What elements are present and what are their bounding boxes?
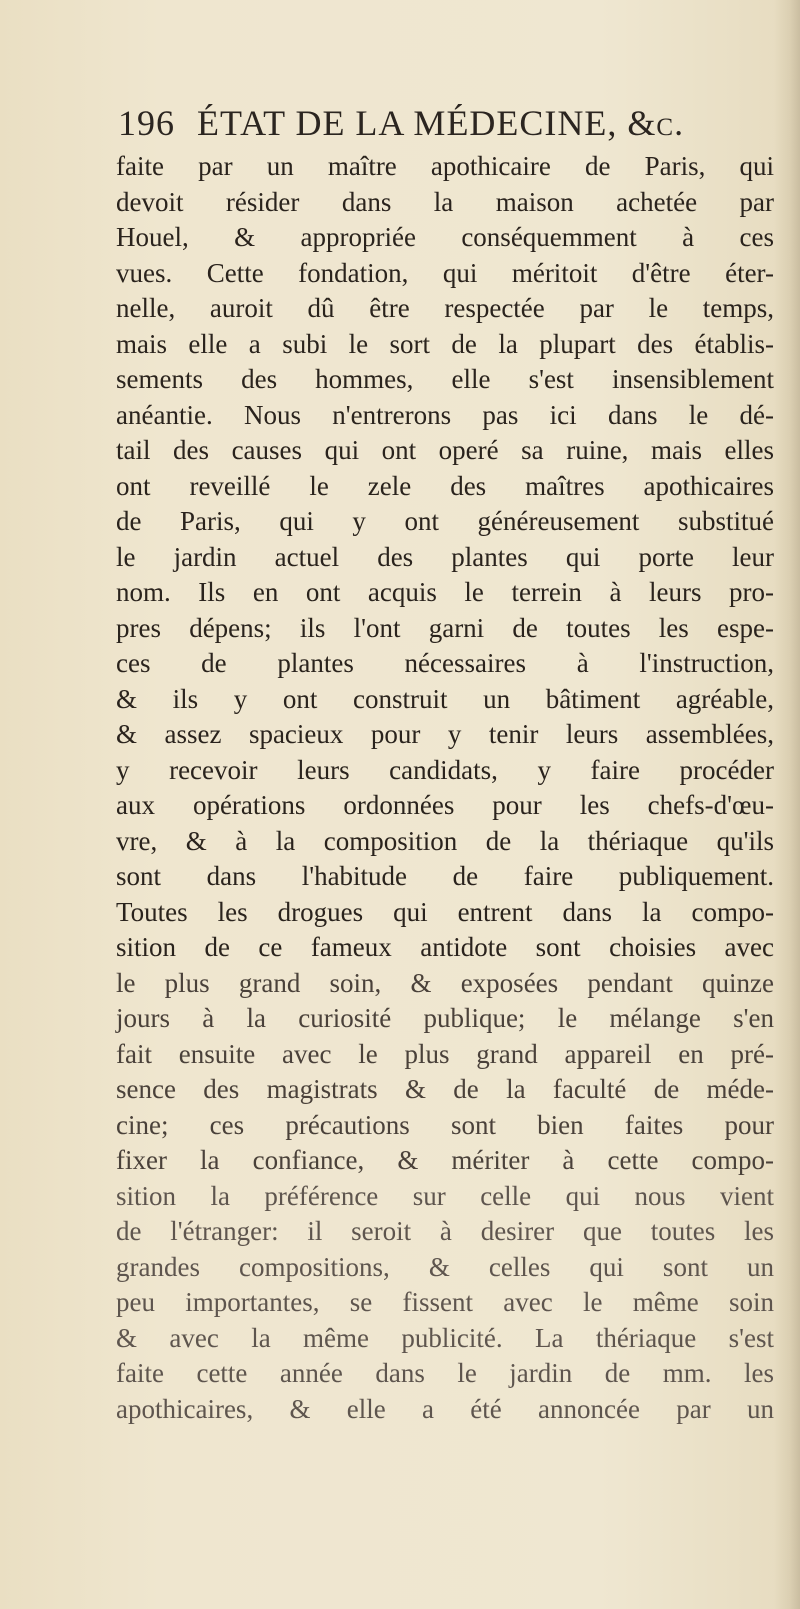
- page-number: 196: [118, 103, 175, 143]
- text-line: devoit résider dans la maison achetée par: [116, 186, 774, 217]
- text-line: peu importantes, se fissent avec le même soin: [116, 1287, 774, 1317]
- body-text: [116, 149, 774, 1427]
- text-line: fixer la confiance, & mériter à cette compo-: [116, 1145, 774, 1175]
- text-line: y recevoir leurs candidats, y faire procéder: [116, 754, 774, 785]
- running-title: ÉTAT DE LA MÉDECINE, &c.: [197, 103, 685, 143]
- page-edge-shadow: [774, 0, 800, 1609]
- text-line: apothicaires, & elle a été annoncée par un: [116, 1393, 774, 1424]
- text-line: sont dans l'habitude de faire publiquement.: [116, 861, 774, 891]
- text-line: de Paris, qui y ont généreusement substitué: [116, 506, 774, 536]
- text-line: ces de plantes nécessaires à l'instruction,: [116, 648, 774, 678]
- text-line: de l'étranger: il seroit à desirer que toutes les: [116, 1216, 774, 1246]
- text-line: & avec la même publicité. La thériaque s'est: [116, 1322, 774, 1353]
- text-line: ont reveillé le zele des maîtres apothicaires: [116, 470, 774, 501]
- text-line: le plus grand soin, & exposées pendant quinze: [116, 967, 774, 998]
- text-line: mais elle a subi le sort de la plupart des établis-: [116, 328, 774, 359]
- text-line: sition la préférence sur celle qui nous vient: [116, 1180, 774, 1211]
- text-line: faite cette année dans le jardin de mm. les: [116, 1358, 774, 1388]
- text-line: cine; ces précautions sont bien faites pour: [116, 1109, 774, 1140]
- text-line: nelle, auroit dû être respectée par le temps,: [116, 293, 774, 323]
- text-line: faite par un maître apothicaire de Paris, qui: [116, 151, 774, 181]
- text-line: Houel, & appropriée conséquemment à ces: [116, 222, 774, 252]
- text-line: nom. Ils en ont acquis le terrein à leurs pro-: [116, 577, 774, 607]
- text-line: Toutes les drogues qui entrent dans la compo-: [116, 896, 774, 927]
- text-line: le jardin actuel des plantes qui porte leur: [116, 541, 774, 572]
- text-line: vues. Cette fondation, qui méritoit d'être éter-: [116, 257, 774, 288]
- text-line: fait ensuite avec le plus grand appareil en pré-: [116, 1038, 774, 1069]
- text-line: sition de ce fameux antidote sont choisies avec: [116, 932, 774, 962]
- text-line: aux opérations ordonnées pour les chefs-d'œu-: [116, 790, 774, 820]
- text-line: sements des hommes, elle s'est insensiblement: [116, 364, 774, 394]
- page-header: [118, 100, 718, 146]
- text-line: grandes compositions, & celles qui sont un: [116, 1251, 774, 1282]
- text-line: sence des magistrats & de la faculté de méde-: [116, 1074, 774, 1104]
- text-line: jours à la curiosité publique; le mélange s'en: [116, 1003, 774, 1033]
- text-line: & ils y ont construit un bâtiment agréable,: [116, 683, 774, 714]
- text-line: anéantie. Nous n'entrerons pas ici dans le dé-: [116, 399, 774, 430]
- text-line: tail des causes qui ont operé sa ruine, mais elles: [116, 435, 774, 465]
- text-line: vre, & à la composition de la thériaque qu'ils: [116, 825, 774, 856]
- text-line: pres dépens; ils l'ont garni de toutes les espe-: [116, 612, 774, 643]
- text-line: & assez spacieux pour y tenir leurs assemblées,: [116, 719, 774, 749]
